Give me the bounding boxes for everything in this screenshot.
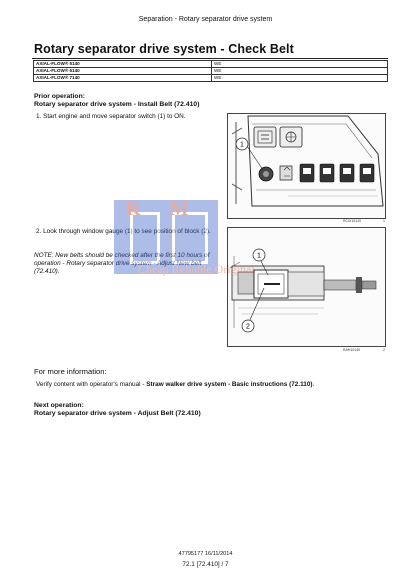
more-info-link[interactable]: Straw walker drive system - Basic instructions (72.110) (146, 381, 313, 388)
table-row (34, 61, 388, 68)
figure-1 (227, 113, 386, 219)
figure-2 (227, 227, 386, 347)
more-info-label: For more information: (34, 367, 107, 376)
page-title: Rotary separator drive system - Check Belt (34, 42, 294, 56)
table-row (34, 75, 388, 82)
model-code-cell: WE (212, 61, 388, 68)
figure-2-callout-1: 1 (257, 252, 261, 260)
model-name-cell: AXIAL-FLOW® 6140 (34, 68, 212, 75)
footer-doc-number: 47795177 16/11/2014 (178, 551, 233, 557)
table-row (34, 68, 388, 75)
model-name-cell: AXIAL-FLOW® 5140 (34, 61, 212, 68)
page-header: Separation - Rotary separator drive system (138, 16, 273, 23)
more-info-suffix: . (312, 381, 315, 388)
step-2-text: 2. Look through window gauge (1) to see position of block (2). (36, 228, 211, 235)
model-table (33, 60, 388, 82)
figure-2-callout-2: 2 (246, 323, 250, 331)
window-gauge-illustration (228, 228, 385, 346)
next-operation-link[interactable]: Rotary separator drive system - Adjust Belt (72.410) (34, 410, 201, 417)
prior-operation-link[interactable]: Rotary separator drive system - Install Belt (72.410) (34, 101, 200, 108)
step-1-text: 1. Start engine and move separator switch (1) to ON. (36, 113, 186, 120)
more-info-text (36, 381, 396, 389)
model-name-cell: AXIAL-FLOW® 7140 (34, 75, 212, 82)
footer-page-ref: 72.1 [72.410] / 7 (182, 561, 229, 568)
watermark-subtitle: Cheap Reliable Original (138, 262, 255, 276)
more-info-prefix: Verify content with operator's manual - (36, 381, 147, 388)
title-rule (32, 58, 388, 59)
console-illustration (228, 114, 385, 218)
next-operation-label: Next operation: (34, 402, 84, 409)
figure-2-caption: RAH10140 (343, 348, 361, 352)
model-code-cell: WE (212, 68, 388, 75)
figure-1-number: 1 (383, 219, 385, 223)
figure-1-callout-1: 1 (240, 141, 244, 149)
prior-operation-label: Prior operation: (34, 93, 85, 100)
figure-2-number: 2 (383, 348, 385, 352)
figure-1-caption: RCIX10120 (343, 219, 362, 223)
model-code-cell: WE (212, 75, 388, 82)
note-text: NOTE: New belts should be checked after the first 10 hours of operation - Rotary separator drive system - Adjust New belt (72.410). (34, 252, 210, 275)
watermark-letters: R M (126, 198, 201, 220)
